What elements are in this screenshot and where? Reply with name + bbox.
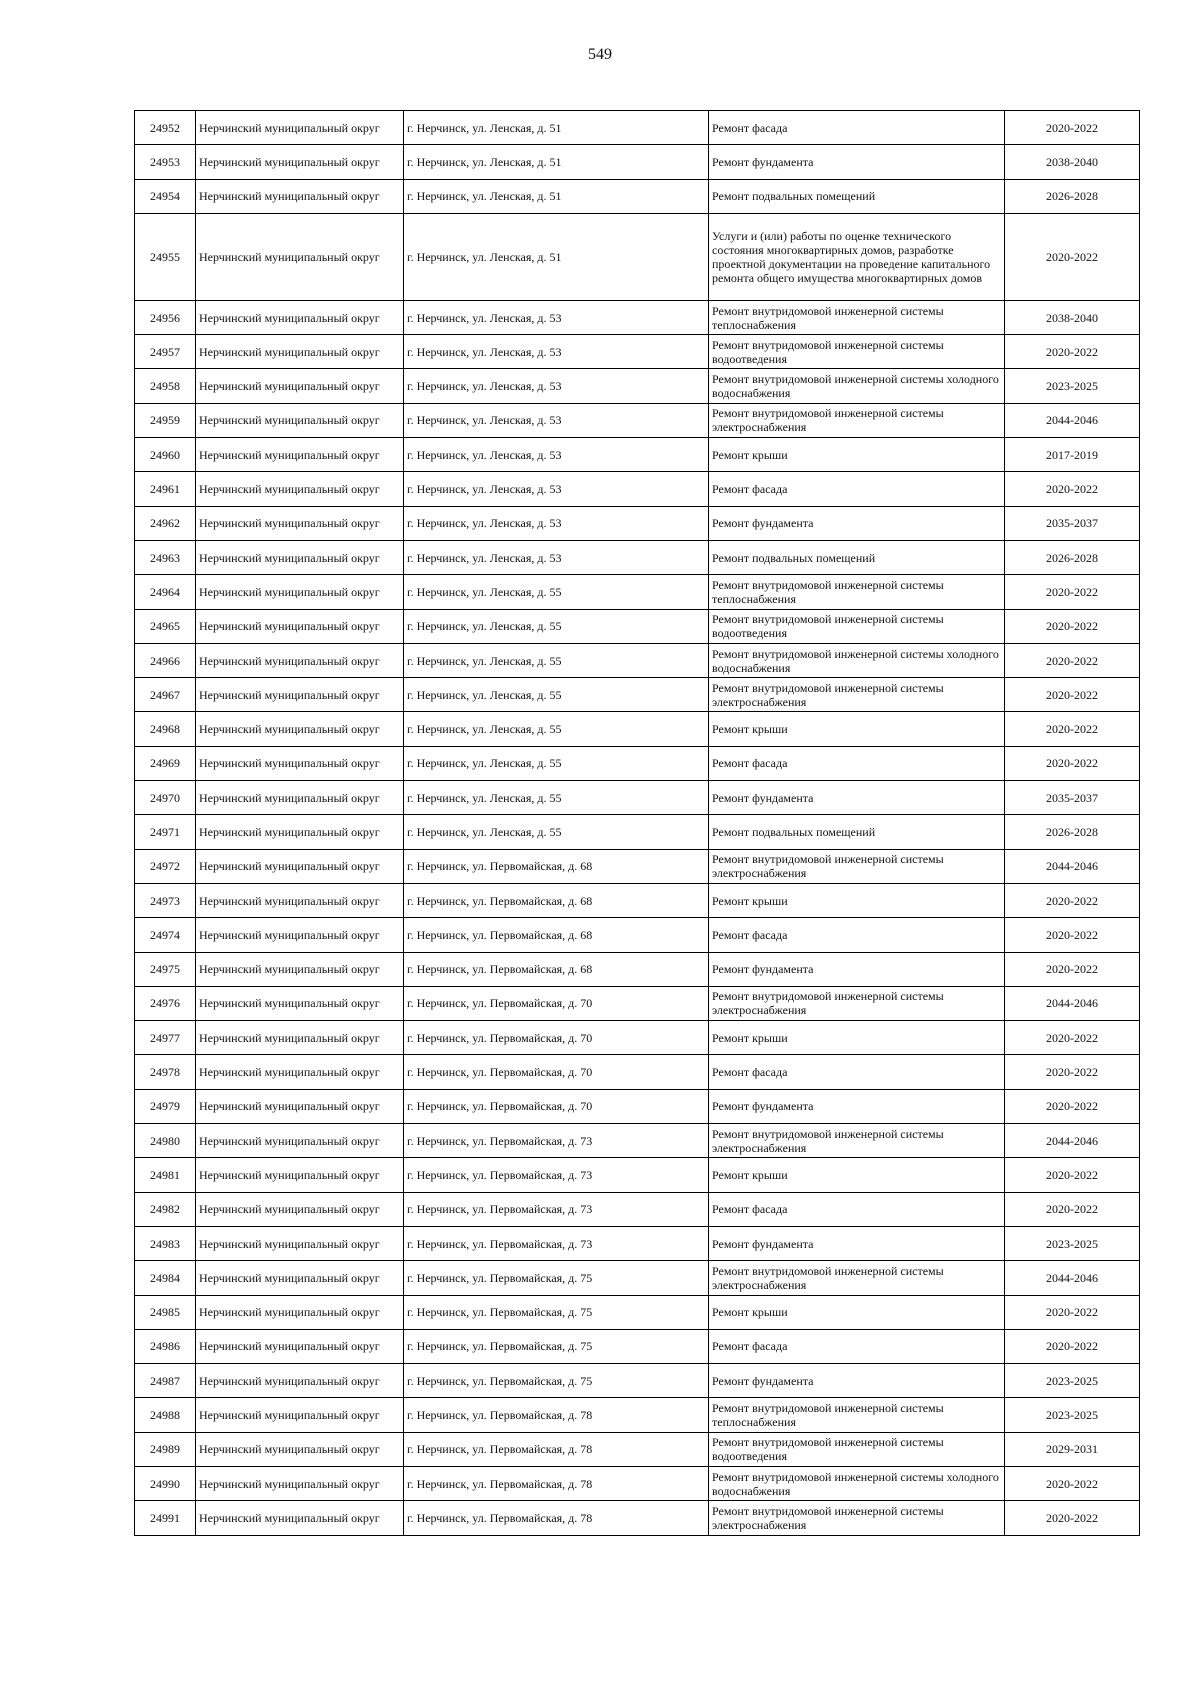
- address-cell: г. Нерчинск, ул. Ленская, д. 53: [404, 506, 709, 540]
- row-number-cell: 24970: [135, 781, 196, 815]
- table-row: [135, 213, 1140, 300]
- address-cell: г. Нерчинск, ул. Первомайская, д. 73: [404, 1192, 709, 1226]
- district-cell: Нерчинский муниципальный округ: [196, 1261, 404, 1295]
- work-type-cell: Ремонт подвальных помещений: [709, 179, 1005, 213]
- address-cell: г. Нерчинск, ул. Ленская, д. 53: [404, 369, 709, 403]
- work-type-cell: Ремонт фасада: [709, 111, 1005, 145]
- address-cell: г. Нерчинск, ул. Первомайская, д. 78: [404, 1398, 709, 1432]
- work-type-cell: Ремонт фундамента: [709, 781, 1005, 815]
- address-cell: г. Нерчинск, ул. Первомайская, д. 70: [404, 1055, 709, 1089]
- work-type-cell: Ремонт фундамента: [709, 952, 1005, 986]
- table-row: [135, 369, 1140, 403]
- registry-table: [134, 110, 1140, 1536]
- period-cell: 2020-2022: [1005, 712, 1140, 746]
- address-cell: г. Нерчинск, ул. Ленская, д. 55: [404, 746, 709, 780]
- table-row: [135, 952, 1140, 986]
- period-cell: 2044-2046: [1005, 986, 1140, 1020]
- district-cell: Нерчинский муниципальный округ: [196, 781, 404, 815]
- table-row: [135, 1261, 1140, 1295]
- district-cell: Нерчинский муниципальный округ: [196, 145, 404, 179]
- period-cell: 2023-2025: [1005, 1226, 1140, 1260]
- row-number-cell: 24976: [135, 986, 196, 1020]
- work-type-cell: Ремонт внутридомовой инженерной системы холодного водоснабжения: [709, 1466, 1005, 1500]
- address-cell: г. Нерчинск, ул. Ленская, д. 53: [404, 438, 709, 472]
- district-cell: Нерчинский муниципальный округ: [196, 335, 404, 369]
- row-number-cell: 24955: [135, 213, 196, 300]
- table-row: [135, 918, 1140, 952]
- table-row: [135, 1329, 1140, 1363]
- work-type-cell: Ремонт подвальных помещений: [709, 540, 1005, 574]
- table-row: [135, 1432, 1140, 1466]
- address-cell: г. Нерчинск, ул. Ленская, д. 53: [404, 472, 709, 506]
- address-cell: г. Нерчинск, ул. Первомайская, д. 68: [404, 952, 709, 986]
- period-cell: 2017-2019: [1005, 438, 1140, 472]
- table-row: [135, 403, 1140, 437]
- work-type-cell: Ремонт подвальных помещений: [709, 815, 1005, 849]
- table-row: [135, 1364, 1140, 1398]
- district-cell: Нерчинский муниципальный округ: [196, 986, 404, 1020]
- row-number-cell: 24957: [135, 335, 196, 369]
- work-type-cell: Ремонт крыши: [709, 1158, 1005, 1192]
- address-cell: г. Нерчинск, ул. Первомайская, д. 73: [404, 1124, 709, 1158]
- table-row: [135, 179, 1140, 213]
- table-row: [135, 746, 1140, 780]
- period-cell: 2035-2037: [1005, 506, 1140, 540]
- work-type-cell: Ремонт фундамента: [709, 1364, 1005, 1398]
- district-cell: Нерчинский муниципальный округ: [196, 712, 404, 746]
- work-type-cell: Ремонт внутридомовой инженерной системы водоотведения: [709, 609, 1005, 643]
- district-cell: Нерчинский муниципальный округ: [196, 403, 404, 437]
- work-type-cell: Ремонт фундамента: [709, 145, 1005, 179]
- address-cell: г. Нерчинск, ул. Первомайская, д. 75: [404, 1295, 709, 1329]
- district-cell: Нерчинский муниципальный округ: [196, 1055, 404, 1089]
- district-cell: Нерчинский муниципальный округ: [196, 472, 404, 506]
- table-row: [135, 1055, 1140, 1089]
- district-cell: Нерчинский муниципальный округ: [196, 1158, 404, 1192]
- registry-table-body: [135, 111, 1140, 1536]
- district-cell: Нерчинский муниципальный округ: [196, 883, 404, 917]
- district-cell: Нерчинский муниципальный округ: [196, 369, 404, 403]
- address-cell: г. Нерчинск, ул. Первомайская, д. 75: [404, 1329, 709, 1363]
- work-type-cell: Ремонт фундамента: [709, 506, 1005, 540]
- row-number-cell: 24968: [135, 712, 196, 746]
- period-cell: 2026-2028: [1005, 179, 1140, 213]
- district-cell: Нерчинский муниципальный округ: [196, 1226, 404, 1260]
- work-type-cell: Ремонт фасада: [709, 1055, 1005, 1089]
- work-type-cell: Ремонт фасада: [709, 746, 1005, 780]
- row-number-cell: 24959: [135, 403, 196, 437]
- table-row: [135, 883, 1140, 917]
- row-number-cell: 24991: [135, 1501, 196, 1535]
- row-number-cell: 24981: [135, 1158, 196, 1192]
- period-cell: 2020-2022: [1005, 1089, 1140, 1123]
- work-type-cell: Ремонт внутридомовой инженерной системы электроснабжения: [709, 1501, 1005, 1535]
- period-cell: 2020-2022: [1005, 1466, 1140, 1500]
- period-cell: 2026-2028: [1005, 815, 1140, 849]
- period-cell: 2020-2022: [1005, 575, 1140, 609]
- district-cell: Нерчинский муниципальный округ: [196, 179, 404, 213]
- district-cell: Нерчинский муниципальный округ: [196, 1466, 404, 1500]
- period-cell: 2020-2022: [1005, 1055, 1140, 1089]
- period-cell: 2029-2031: [1005, 1432, 1140, 1466]
- table-row: [135, 643, 1140, 677]
- row-number-cell: 24985: [135, 1295, 196, 1329]
- row-number-cell: 24960: [135, 438, 196, 472]
- period-cell: 2023-2025: [1005, 1364, 1140, 1398]
- row-number-cell: 24977: [135, 1021, 196, 1055]
- row-number-cell: 24954: [135, 179, 196, 213]
- row-number-cell: 24974: [135, 918, 196, 952]
- table-row: [135, 438, 1140, 472]
- work-type-cell: Ремонт внутридомовой инженерной системы электроснабжения: [709, 849, 1005, 883]
- period-cell: 2044-2046: [1005, 1261, 1140, 1295]
- row-number-cell: 24990: [135, 1466, 196, 1500]
- address-cell: г. Нерчинск, ул. Первомайская, д. 70: [404, 986, 709, 1020]
- address-cell: г. Нерчинск, ул. Первомайская, д. 78: [404, 1501, 709, 1535]
- address-cell: г. Нерчинск, ул. Первомайская, д. 70: [404, 1021, 709, 1055]
- table-row: [135, 1192, 1140, 1226]
- period-cell: 2020-2022: [1005, 1329, 1140, 1363]
- work-type-cell: Ремонт внутридомовой инженерной системы водоотведения: [709, 1432, 1005, 1466]
- period-cell: 2044-2046: [1005, 403, 1140, 437]
- table-row: [135, 1226, 1140, 1260]
- work-type-cell: Ремонт фасада: [709, 472, 1005, 506]
- table-row: [135, 506, 1140, 540]
- table-row: [135, 540, 1140, 574]
- work-type-cell: Ремонт внутридомовой инженерной системы холодного водоснабжения: [709, 643, 1005, 677]
- row-number-cell: 24958: [135, 369, 196, 403]
- work-type-cell: Ремонт фундамента: [709, 1226, 1005, 1260]
- row-number-cell: 24962: [135, 506, 196, 540]
- table-row: [135, 1021, 1140, 1055]
- period-cell: 2020-2022: [1005, 1295, 1140, 1329]
- period-cell: 2020-2022: [1005, 472, 1140, 506]
- row-number-cell: 24988: [135, 1398, 196, 1432]
- period-cell: 2020-2022: [1005, 335, 1140, 369]
- address-cell: г. Нерчинск, ул. Ленская, д. 51: [404, 145, 709, 179]
- row-number-cell: 24973: [135, 883, 196, 917]
- table-row: [135, 781, 1140, 815]
- table-row: [135, 712, 1140, 746]
- work-type-cell: Ремонт внутридомовой инженерной системы холодного водоснабжения: [709, 369, 1005, 403]
- address-cell: г. Нерчинск, ул. Первомайская, д. 78: [404, 1466, 709, 1500]
- table-row: [135, 609, 1140, 643]
- work-type-cell: Ремонт крыши: [709, 438, 1005, 472]
- work-type-cell: Ремонт внутридомовой инженерной системы электроснабжения: [709, 986, 1005, 1020]
- district-cell: Нерчинский муниципальный округ: [196, 300, 404, 334]
- period-cell: 2020-2022: [1005, 1501, 1140, 1535]
- table-row: [135, 678, 1140, 712]
- district-cell: Нерчинский муниципальный округ: [196, 438, 404, 472]
- period-cell: 2020-2022: [1005, 746, 1140, 780]
- address-cell: г. Нерчинск, ул. Ленская, д. 51: [404, 111, 709, 145]
- row-number-cell: 24989: [135, 1432, 196, 1466]
- row-number-cell: 24964: [135, 575, 196, 609]
- work-type-cell: Ремонт крыши: [709, 712, 1005, 746]
- work-type-cell: Ремонт внутридомовой инженерной системы электроснабжения: [709, 678, 1005, 712]
- work-type-cell: Ремонт крыши: [709, 883, 1005, 917]
- table-row: [135, 986, 1140, 1020]
- table-row: [135, 145, 1140, 179]
- table-row: [135, 1089, 1140, 1123]
- district-cell: Нерчинский муниципальный округ: [196, 1329, 404, 1363]
- address-cell: г. Нерчинск, ул. Ленская, д. 55: [404, 609, 709, 643]
- work-type-cell: Ремонт внутридомовой инженерной системы водоотведения: [709, 335, 1005, 369]
- district-cell: Нерчинский муниципальный округ: [196, 1398, 404, 1432]
- row-number-cell: 24956: [135, 300, 196, 334]
- table-row: [135, 1501, 1140, 1535]
- period-cell: 2035-2037: [1005, 781, 1140, 815]
- table-row: [135, 815, 1140, 849]
- district-cell: Нерчинский муниципальный округ: [196, 1295, 404, 1329]
- period-cell: 2044-2046: [1005, 849, 1140, 883]
- period-cell: 2020-2022: [1005, 1192, 1140, 1226]
- address-cell: г. Нерчинск, ул. Первомайская, д. 75: [404, 1364, 709, 1398]
- period-cell: 2038-2040: [1005, 145, 1140, 179]
- work-type-cell: Ремонт внутридомовой инженерной системы электроснабжения: [709, 1261, 1005, 1295]
- district-cell: Нерчинский муниципальный округ: [196, 918, 404, 952]
- district-cell: Нерчинский муниципальный округ: [196, 952, 404, 986]
- period-cell: 2020-2022: [1005, 883, 1140, 917]
- district-cell: Нерчинский муниципальный округ: [196, 506, 404, 540]
- work-type-cell: Ремонт крыши: [709, 1295, 1005, 1329]
- address-cell: г. Нерчинск, ул. Ленская, д. 53: [404, 300, 709, 334]
- district-cell: Нерчинский муниципальный округ: [196, 1501, 404, 1535]
- address-cell: г. Нерчинск, ул. Первомайская, д. 73: [404, 1158, 709, 1192]
- address-cell: г. Нерчинск, ул. Ленская, д. 55: [404, 643, 709, 677]
- table-row: [135, 1124, 1140, 1158]
- row-number-cell: 24969: [135, 746, 196, 780]
- period-cell: 2020-2022: [1005, 111, 1140, 145]
- table-row: [135, 1158, 1140, 1192]
- address-cell: г. Нерчинск, ул. Ленская, д. 53: [404, 403, 709, 437]
- table-row: [135, 300, 1140, 334]
- district-cell: Нерчинский муниципальный округ: [196, 609, 404, 643]
- table-row: [135, 472, 1140, 506]
- row-number-cell: 24971: [135, 815, 196, 849]
- district-cell: Нерчинский муниципальный округ: [196, 540, 404, 574]
- period-cell: 2020-2022: [1005, 1021, 1140, 1055]
- period-cell: 2023-2025: [1005, 369, 1140, 403]
- work-type-cell: Ремонт фасада: [709, 1192, 1005, 1226]
- district-cell: Нерчинский муниципальный округ: [196, 575, 404, 609]
- address-cell: г. Нерчинск, ул. Первомайская, д. 70: [404, 1089, 709, 1123]
- row-number-cell: 24963: [135, 540, 196, 574]
- period-cell: 2038-2040: [1005, 300, 1140, 334]
- row-number-cell: 24961: [135, 472, 196, 506]
- address-cell: г. Нерчинск, ул. Первомайская, д. 68: [404, 849, 709, 883]
- address-cell: г. Нерчинск, ул. Ленская, д. 55: [404, 781, 709, 815]
- district-cell: Нерчинский муниципальный округ: [196, 643, 404, 677]
- address-cell: г. Нерчинск, ул. Ленская, д. 55: [404, 815, 709, 849]
- row-number-cell: 24967: [135, 678, 196, 712]
- work-type-cell: Ремонт крыши: [709, 1021, 1005, 1055]
- work-type-cell: Ремонт фасада: [709, 918, 1005, 952]
- address-cell: г. Нерчинск, ул. Первомайская, д. 68: [404, 883, 709, 917]
- period-cell: 2020-2022: [1005, 952, 1140, 986]
- district-cell: Нерчинский муниципальный округ: [196, 1021, 404, 1055]
- address-cell: г. Нерчинск, ул. Ленская, д. 55: [404, 712, 709, 746]
- address-cell: г. Нерчинск, ул. Первомайская, д. 68: [404, 918, 709, 952]
- table-row: [135, 849, 1140, 883]
- row-number-cell: 24983: [135, 1226, 196, 1260]
- row-number-cell: 24965: [135, 609, 196, 643]
- table-row: [135, 1466, 1140, 1500]
- address-cell: г. Нерчинск, ул. Ленская, д. 51: [404, 213, 709, 300]
- table-row: [135, 335, 1140, 369]
- page-number: 549: [588, 46, 612, 63]
- work-type-cell: Ремонт внутридомовой инженерной системы теплоснабжения: [709, 300, 1005, 334]
- period-cell: 2044-2046: [1005, 1124, 1140, 1158]
- table-row: [135, 1295, 1140, 1329]
- period-cell: 2020-2022: [1005, 918, 1140, 952]
- district-cell: Нерчинский муниципальный округ: [196, 746, 404, 780]
- row-number-cell: 24953: [135, 145, 196, 179]
- work-type-cell: Услуги и (или) работы по оценке технического состояния многоквартирных домов, разработке проектной документации на проведение капитального ремонта общего имущества многоквартирных домов: [709, 213, 1005, 300]
- table-row: [135, 1398, 1140, 1432]
- work-type-cell: Ремонт внутридомовой инженерной системы электроснабжения: [709, 1124, 1005, 1158]
- address-cell: г. Нерчинск, ул. Первомайская, д. 75: [404, 1261, 709, 1295]
- address-cell: г. Нерчинск, ул. Ленская, д. 53: [404, 540, 709, 574]
- district-cell: Нерчинский муниципальный округ: [196, 1432, 404, 1466]
- row-number-cell: 24966: [135, 643, 196, 677]
- row-number-cell: 24975: [135, 952, 196, 986]
- row-number-cell: 24972: [135, 849, 196, 883]
- row-number-cell: 24986: [135, 1329, 196, 1363]
- work-type-cell: Ремонт фасада: [709, 1329, 1005, 1363]
- period-cell: 2026-2028: [1005, 540, 1140, 574]
- row-number-cell: 24980: [135, 1124, 196, 1158]
- district-cell: Нерчинский муниципальный округ: [196, 213, 404, 300]
- period-cell: 2020-2022: [1005, 643, 1140, 677]
- table-row: [135, 111, 1140, 145]
- district-cell: Нерчинский муниципальный округ: [196, 1124, 404, 1158]
- address-cell: г. Нерчинск, ул. Первомайская, д. 78: [404, 1432, 709, 1466]
- address-cell: г. Нерчинск, ул. Ленская, д. 55: [404, 575, 709, 609]
- period-cell: 2020-2022: [1005, 678, 1140, 712]
- district-cell: Нерчинский муниципальный округ: [196, 1364, 404, 1398]
- period-cell: 2020-2022: [1005, 609, 1140, 643]
- row-number-cell: 24979: [135, 1089, 196, 1123]
- district-cell: Нерчинский муниципальный округ: [196, 1089, 404, 1123]
- table-row: [135, 575, 1140, 609]
- address-cell: г. Нерчинск, ул. Ленская, д. 51: [404, 179, 709, 213]
- district-cell: Нерчинский муниципальный округ: [196, 678, 404, 712]
- row-number-cell: 24952: [135, 111, 196, 145]
- address-cell: г. Нерчинск, ул. Ленская, д. 55: [404, 678, 709, 712]
- district-cell: Нерчинский муниципальный округ: [196, 815, 404, 849]
- row-number-cell: 24982: [135, 1192, 196, 1226]
- row-number-cell: 24984: [135, 1261, 196, 1295]
- district-cell: Нерчинский муниципальный округ: [196, 849, 404, 883]
- work-type-cell: Ремонт внутридомовой инженерной системы теплоснабжения: [709, 1398, 1005, 1432]
- address-cell: г. Нерчинск, ул. Первомайская, д. 73: [404, 1226, 709, 1260]
- period-cell: 2023-2025: [1005, 1398, 1140, 1432]
- period-cell: 2020-2022: [1005, 1158, 1140, 1192]
- work-type-cell: Ремонт внутридомовой инженерной системы электроснабжения: [709, 403, 1005, 437]
- row-number-cell: 24978: [135, 1055, 196, 1089]
- work-type-cell: Ремонт фундамента: [709, 1089, 1005, 1123]
- period-cell: 2020-2022: [1005, 213, 1140, 300]
- district-cell: Нерчинский муниципальный округ: [196, 1192, 404, 1226]
- address-cell: г. Нерчинск, ул. Ленская, д. 53: [404, 335, 709, 369]
- district-cell: Нерчинский муниципальный округ: [196, 111, 404, 145]
- row-number-cell: 24987: [135, 1364, 196, 1398]
- work-type-cell: Ремонт внутридомовой инженерной системы теплоснабжения: [709, 575, 1005, 609]
